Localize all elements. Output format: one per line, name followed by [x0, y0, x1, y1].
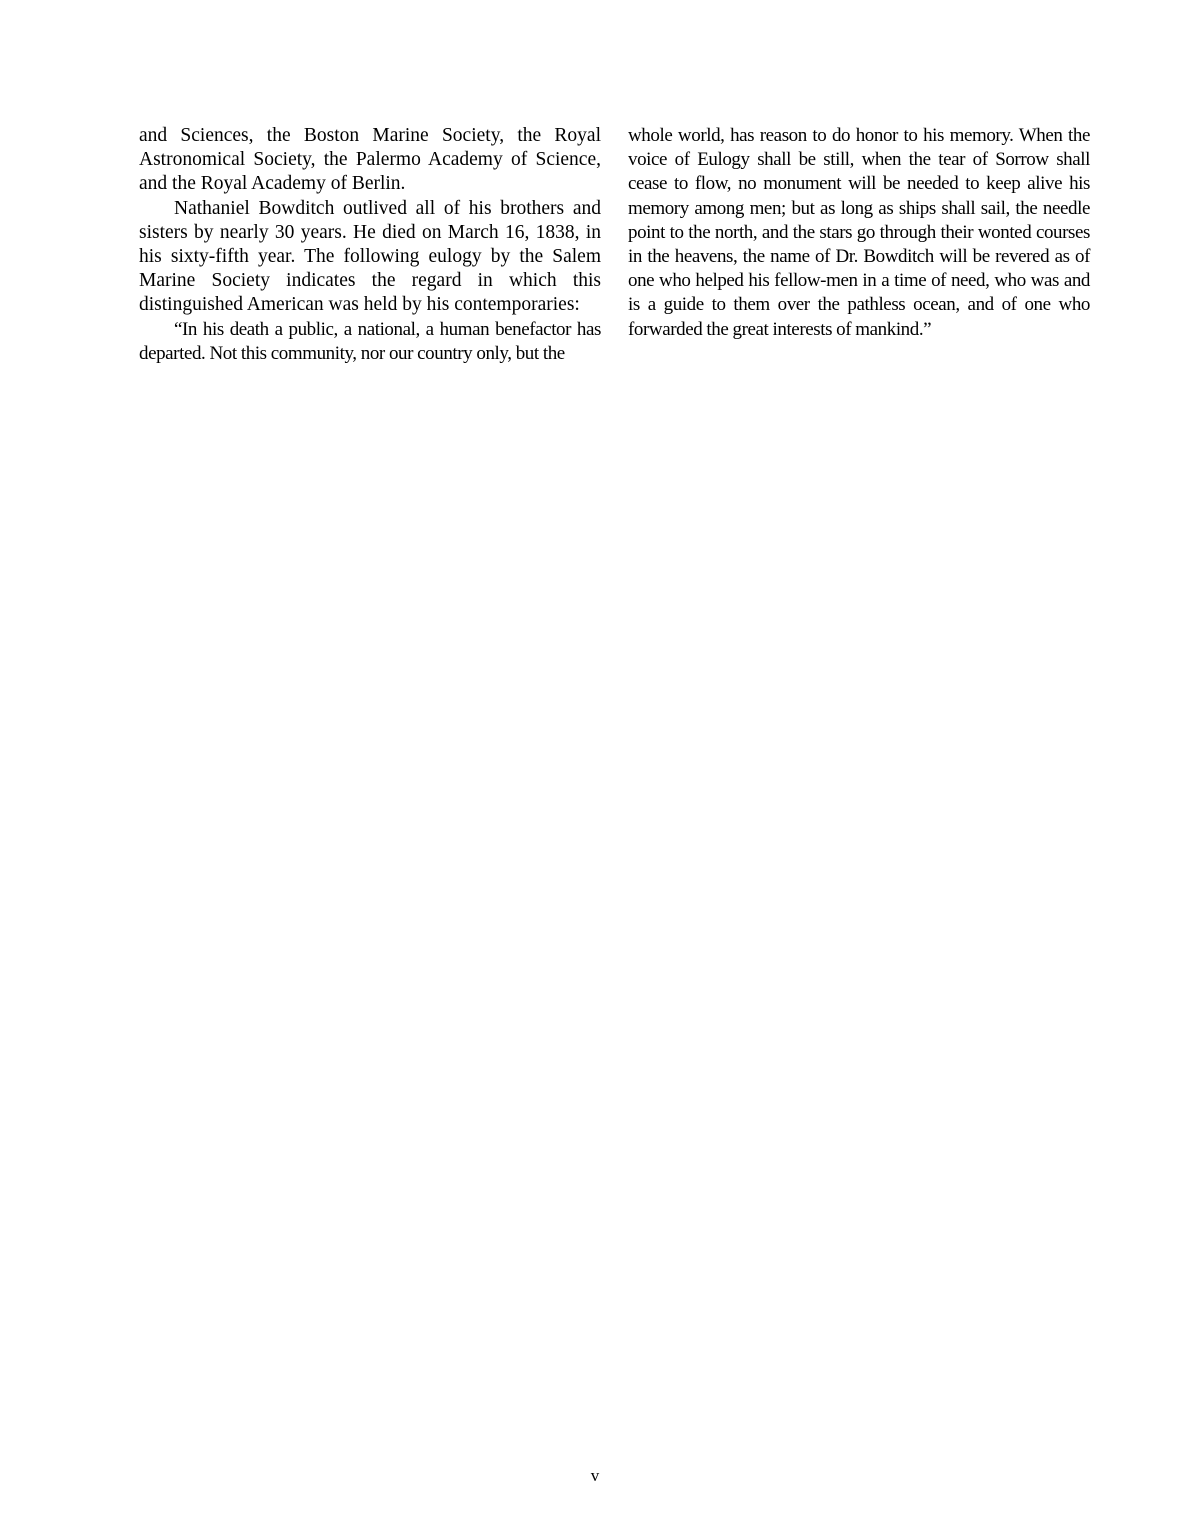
two-column-text-body: [139, 124, 1091, 366]
left-column: [139, 124, 601, 366]
paragraph-eulogy-quote-end: whole world, has reason to do honor to his memory. When the voice of Eulogy shall be still, when the tear of Sorrow shall cease to flow, no monument will be needed to keep alive his memory among men; but as long as ships shall sail, the needle point to the north, and the stars go through their wonted courses in the heavens, the name of Dr. Bowditch will be revered as of one who helped his fellow-men in a time of need, who was and is a guide to them over the pathless ocean, and of one who forwarded the great interests of mankind.”: [628, 125, 1090, 340]
paragraph-bowditch-death: Nathaniel Bowditch outlived all of his brothers and sisters by nearly 30 years. He died on March 16, 1838, in his sixty-fifth year. The following eulogy by the Salem Marine Society indicates the regard in which this distinguished American was held by his contemporaries:: [139, 197, 601, 316]
paragraph-societies-continuation: and Sciences, the Boston Marine Society, the Royal Astronomical Society, the Palermo Academy of Science, and the Royal Academy of Berlin.: [139, 125, 601, 195]
right-column: [628, 124, 1090, 366]
page-number: v: [590, 1466, 600, 1485]
paragraph-eulogy-quote-start: “In his death a public, a national, a human benefactor has departed. Not this community, nor our country only, but the: [139, 318, 601, 364]
